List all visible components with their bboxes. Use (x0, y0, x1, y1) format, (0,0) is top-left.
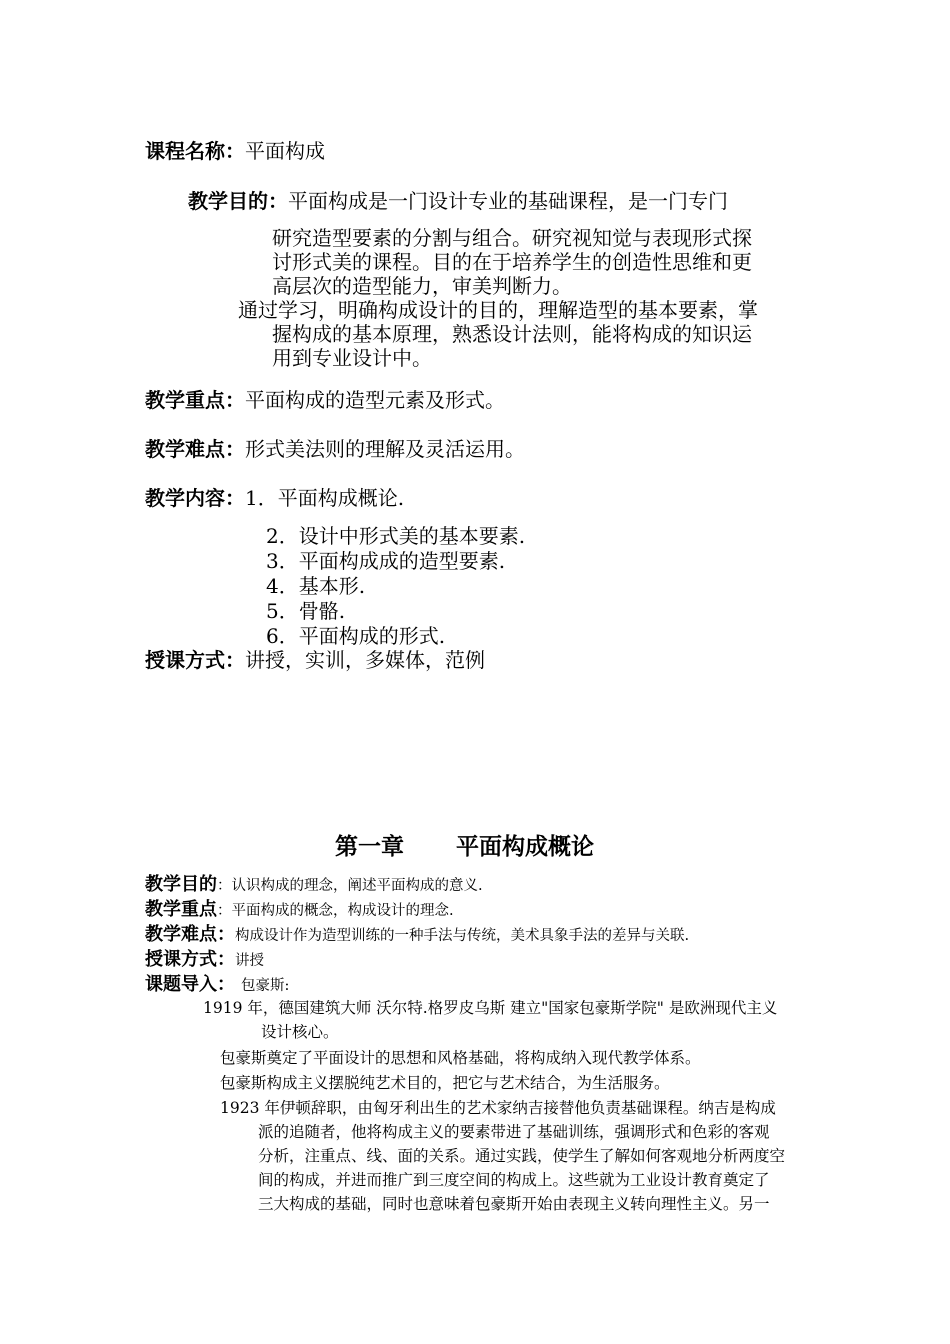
content-item-3: 4．基本形. (266, 574, 366, 598)
chapter-title (335, 833, 594, 861)
content-row (145, 486, 404, 510)
keypoint-value: 平面构成的造型元素及形式。 (245, 388, 505, 412)
ch1-method-row (145, 949, 264, 971)
ch1-paragraph-3-line-2: 分析，注重点、线、面的关系。通过实践，使学生了解如何客观地分析两度空 (258, 1147, 786, 1165)
content-item-0: 1．平面构成概论. (245, 486, 405, 510)
course-name-row (145, 139, 325, 163)
objective-first-line (188, 189, 728, 213)
objective-line-0: 平面构成是一门设计专业的基础课程，是一门专门 (288, 189, 728, 213)
ch1-keypoint-row (145, 899, 454, 921)
keypoint-row (145, 388, 505, 412)
method-row (145, 648, 485, 672)
ch1-difficulty-label: 教学难点： (145, 924, 235, 945)
ch1-paragraph-3-line-3: 间的构成，并进而推广到三度空间的构成上。这些就为工业设计教育奠定了 (258, 1171, 770, 1189)
course-name-label: 课程名称： (145, 139, 245, 163)
content-item-5: 6．平面构成的形式. (266, 624, 446, 648)
objective-label: 教学目的： (188, 189, 288, 213)
chapter-number: 第一章 (335, 834, 404, 860)
ch1-paragraph-2: 包豪斯构成主义摆脱纯艺术目的，把它与艺术结合，为生活服务。 (220, 1074, 670, 1092)
ch1-method-value: 讲授 (235, 953, 264, 969)
content-label: 教学内容： (145, 486, 245, 510)
content-item-2: 3．平面构成成的造型要素. (266, 549, 506, 573)
ch1-objective-value: ：认识构成的理念，阐述平面构成的意义. (217, 878, 483, 894)
ch1-paragraph-3-line-4: 三大构成的基础，同时也意味着包豪斯开始由表现主义转向理性主义。另一 (258, 1195, 770, 1213)
ch1-intro-label: 课题导入： (145, 974, 235, 995)
objective-line-2: 讨形式美的课程。目的在于培养学生的创造性思维和更 (272, 250, 752, 274)
objective-line-1: 研究造型要素的分割与组合。研究视知觉与表现形式探 (272, 226, 752, 250)
course-name-value: 平面构成 (245, 139, 325, 163)
ch1-keypoint-label: 教学重点 (145, 899, 217, 920)
ch1-paragraph-3-line-0: 1923 年伊顿辞职，由匈牙利出生的艺术家纳吉接替他负责基础课程。纳吉是构成 (220, 1099, 776, 1117)
ch1-paragraph-3-line-1: 派的追随者，他将构成主义的要素带进了基础训练，强调形式和色彩的客观 (258, 1123, 770, 1141)
ch1-keypoint-value: ：平面构成的概念，构成设计的理念. (217, 903, 454, 919)
difficulty-value: 形式美法则的理解及灵活运用。 (245, 437, 525, 461)
ch1-objective-label: 教学目的 (145, 874, 217, 895)
ch1-paragraph-0-line-1: 设计核心。 (261, 1023, 339, 1041)
ch1-objective-row (145, 874, 483, 896)
ch1-intro-row (145, 974, 289, 996)
keypoint-label: 教学重点： (145, 388, 245, 412)
ch1-paragraph-0-line-0: 1919 年，德国建筑大师 沃尔特.格罗皮乌斯 建立"国家包豪斯学院" 是欧洲现代主义 (203, 999, 778, 1017)
method-label: 授课方式： (145, 648, 245, 672)
ch1-difficulty-value: 构成设计作为造型训练的一种手法与传统，美术具象手法的差异与关联. (235, 928, 690, 944)
method-value: 讲授，实训，多媒体，范例 (245, 648, 485, 672)
ch1-method-label: 授课方式： (145, 949, 235, 970)
difficulty-label: 教学难点： (145, 437, 245, 461)
difficulty-row (145, 437, 525, 461)
objective-line-5: 握构成的基本原理，熟悉设计法则，能将构成的知识运 (272, 322, 752, 346)
content-item-1: 2．设计中形式美的基本要素. (266, 524, 526, 548)
objective-line-6: 用到专业设计中。 (272, 346, 432, 370)
ch1-difficulty-row (145, 924, 689, 946)
chapter-name: 平面构成概论 (456, 834, 594, 860)
ch1-paragraph-1: 包豪斯奠定了平面设计的思想和风格基础，将构成纳入现代教学体系。 (220, 1049, 701, 1067)
ch1-intro-value: 包豪斯: (241, 978, 290, 994)
objective-line-4: 通过学习，明确构成设计的目的，理解造型的基本要素，掌 (238, 298, 758, 322)
content-item-4: 5．骨骼. (266, 599, 346, 623)
objective-line-3: 高层次的造型能力，审美判断力。 (272, 274, 572, 298)
